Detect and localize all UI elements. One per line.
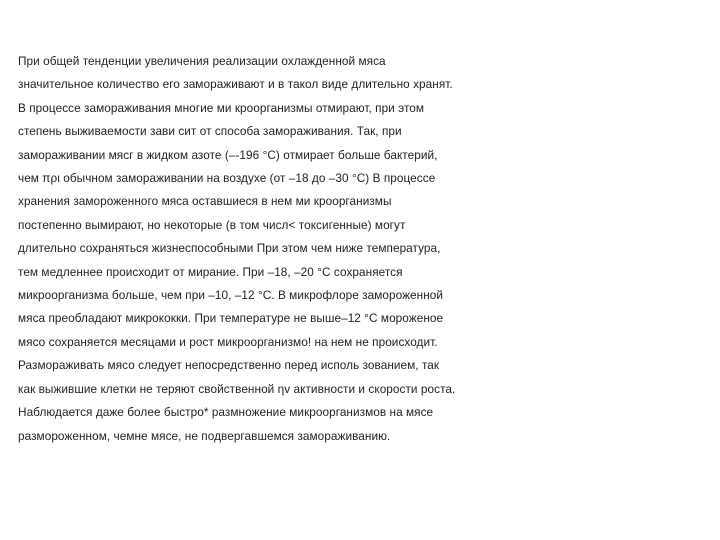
paragraph-line-9: длительно сохраняться жизнеспособными При этом чем ниже температура, — [18, 241, 441, 256]
paragraph-line-2: значительное количество его замораживают и в такол виде длительно хранят. — [18, 77, 453, 92]
paragraph-line-4: степень выживаемости зави сит от способа замораживания. Так, при — [18, 124, 402, 139]
paragraph-line-10: тем медленнее происходит от мирание. При –18, –20 °С сохраняется — [18, 264, 403, 279]
paragraph-line-15: как выжившие клетки не теряют свойственной ηv активности и скорости роста. — [18, 381, 456, 396]
paragraph-line-14: Размораживать мясо следует непосредственно перед исполь зованием, так — [18, 358, 440, 373]
paragraph-line-16: Наблюдается даже более быстро* размножение микроорганизмов на мясе — [18, 405, 434, 420]
body-paragraph — [18, 50, 718, 448]
paragraph-line-11: микроорганизма больше, чем при –10, –12 °С. В микрофлоре замороженной — [18, 288, 444, 303]
paragraph-line-17: размороженном, чемне мясе, не подвергавшемся замораживанию. — [18, 428, 391, 443]
paragraph-line-1: При общей тенденции увеличения реализации охлажденной мяса — [18, 54, 386, 68]
paragraph-line-8: постепенно вымирают, но некоторые (в том числ< токсигенные) могут — [18, 217, 406, 232]
paragraph-line-12: мяса преобладают микрококки. При температуре не выше–12 °С мороженое — [18, 311, 444, 326]
paragraph-line-7: хранения замороженного мяса оставшиеся в нем ми кроорганизмы — [18, 194, 392, 209]
paragraph-line-5: замораживании мясг в жидком азоте (–-196 °С) отмирает больше бактерий, — [18, 147, 438, 162]
paragraph-line-6: чем πρι обычном замораживании на воздухе (от –18 до –30 °С) В процессе — [18, 171, 436, 186]
paragraph-line-3: В процессе замораживания многие ми кроорганизмы отмирают, при этом — [18, 100, 425, 115]
paragraph-line-13: мясо сохраняется месяцами и рост микроорганизмо! на нем не происходит. — [18, 334, 438, 349]
